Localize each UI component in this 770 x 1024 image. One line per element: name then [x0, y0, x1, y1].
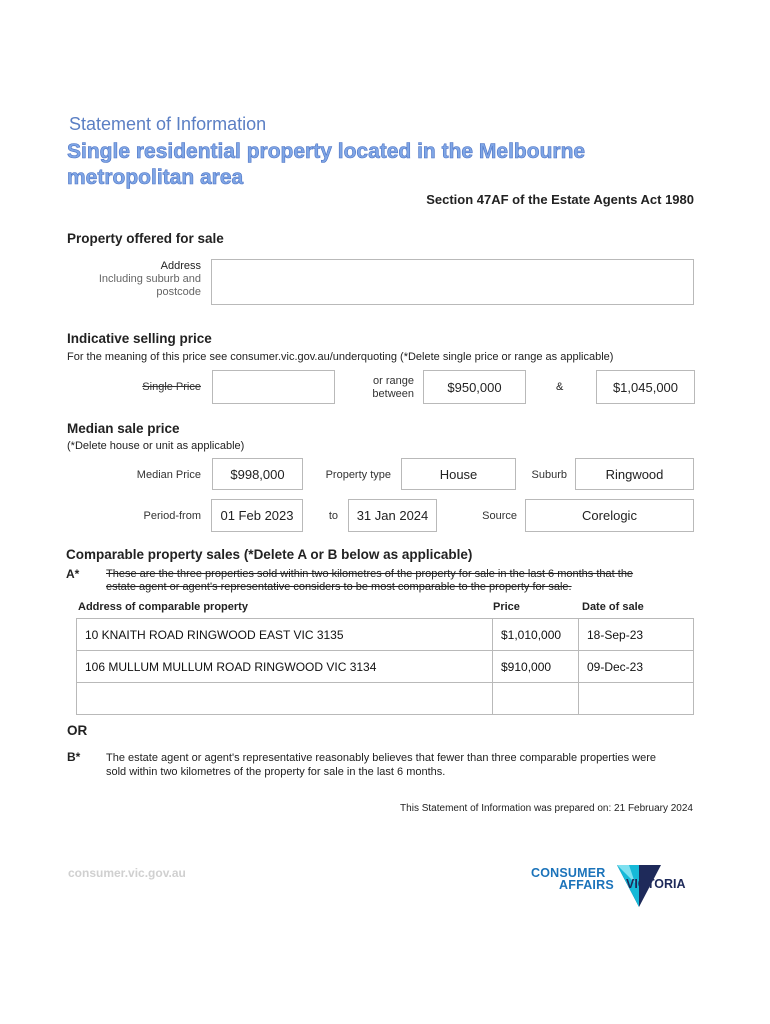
- period-from-label: Period-from: [143, 510, 201, 522]
- option-a-text-1: These are the three properties sold within two kilometres of the property for sale in the last 6 months that the: [106, 568, 634, 580]
- comp-price-cell[interactable]: $910,000: [493, 651, 579, 683]
- option-b-text-2: sold within two kilometres of the property for sale in the last 6 months.: [106, 766, 446, 778]
- source-label: Source: [482, 510, 517, 522]
- property-type-field[interactable]: House: [401, 458, 516, 490]
- median-price-label: Median Price: [136, 469, 201, 481]
- property-type-label: Property type: [325, 469, 391, 481]
- median-note: (*Delete house or unit as applicable): [67, 440, 245, 452]
- col-date-header: Date of sale: [582, 601, 644, 613]
- comp-address-cell[interactable]: [77, 683, 493, 715]
- address-label-block: [60, 260, 201, 299]
- median-heading: Median sale price: [67, 421, 180, 436]
- comparable-table: [76, 618, 694, 715]
- or-label: OR: [67, 723, 88, 738]
- comp-price-cell[interactable]: [493, 683, 579, 715]
- address-sublabel-2: postcode: [156, 286, 201, 298]
- address-field[interactable]: [211, 259, 694, 305]
- act-reference: Section 47AF of the Estate Agents Act 1980: [426, 192, 694, 207]
- property-heading: Property offered for sale: [67, 231, 224, 246]
- range-label-2: between: [372, 388, 414, 400]
- option-a-text-2: estate agent or agent's representative considers to be most comparable to the property for sale.: [106, 581, 572, 593]
- single-price-label: Single Price: [142, 381, 201, 393]
- range-label-1: or range: [373, 375, 414, 387]
- logo-affairs: AFFAIRS: [559, 878, 614, 892]
- comp-date-cell[interactable]: 09-Dec-23: [579, 651, 694, 683]
- table-row: [77, 651, 694, 683]
- range-high-field[interactable]: $1,045,000: [596, 370, 695, 404]
- comparable-heading: Comparable property sales (*Delete A or B below as applicable): [66, 547, 473, 562]
- logo-consumer: CONSUMER: [531, 866, 606, 880]
- indicative-heading: Indicative selling price: [67, 331, 212, 346]
- document-title: [67, 139, 667, 191]
- comp-address-cell[interactable]: 10 KNAITH ROAD RINGWOOD EAST VIC 3135: [77, 619, 493, 651]
- period-from-field[interactable]: 01 Feb 2023: [211, 499, 303, 532]
- range-label: [344, 375, 414, 401]
- consumer-affairs-victoria-logo: [531, 863, 701, 913]
- comp-address-cell[interactable]: 106 MULLUM MULLUM ROAD RINGWOOD VIC 3134: [77, 651, 493, 683]
- comp-date-cell[interactable]: 18-Sep-23: [579, 619, 694, 651]
- col-address-header: Address of comparable property: [78, 601, 248, 613]
- range-low-field[interactable]: $950,000: [423, 370, 526, 404]
- logo-victoria: VICTORIA: [626, 877, 686, 891]
- option-a-marker: A*: [66, 567, 80, 581]
- address-sublabel-1: Including suburb and: [98, 273, 201, 285]
- option-b-text: [106, 751, 706, 779]
- footer-site-link[interactable]: consumer.vic.gov.au: [68, 866, 186, 880]
- option-b-marker: B*: [67, 750, 81, 764]
- range-ampersand: &: [556, 381, 564, 393]
- indicative-note: For the meaning of this price see consumer.vic.gov.au/underquoting (*Delete single price or range as applicable): [67, 351, 614, 363]
- document-kicker: Statement of Information: [69, 114, 267, 134]
- option-b-text-1: The estate agent or agent's representative reasonably believes that fewer than three comparable properties were: [106, 752, 656, 764]
- address-label: Address: [160, 260, 201, 272]
- table-row: [77, 619, 694, 651]
- prepared-date: This Statement of Information was prepared on: 21 February 2024: [400, 803, 693, 814]
- period-to-label: to: [328, 510, 338, 522]
- suburb-field[interactable]: Ringwood: [575, 458, 694, 490]
- median-price-field[interactable]: $998,000: [212, 458, 303, 490]
- col-price-header: Price: [493, 601, 520, 613]
- table-row: [77, 683, 694, 715]
- period-to-field[interactable]: 31 Jan 2024: [348, 499, 437, 532]
- title-line-2: metropolitan area: [67, 166, 244, 189]
- title-line-1: Single residential property located in the Melbourne: [67, 140, 586, 163]
- option-a-text: [106, 568, 706, 594]
- comp-date-cell[interactable]: [579, 683, 694, 715]
- comp-price-cell[interactable]: $1,010,000: [493, 619, 579, 651]
- single-price-field[interactable]: [212, 370, 335, 404]
- source-field[interactable]: Corelogic: [525, 499, 694, 532]
- suburb-label: Suburb: [531, 469, 567, 481]
